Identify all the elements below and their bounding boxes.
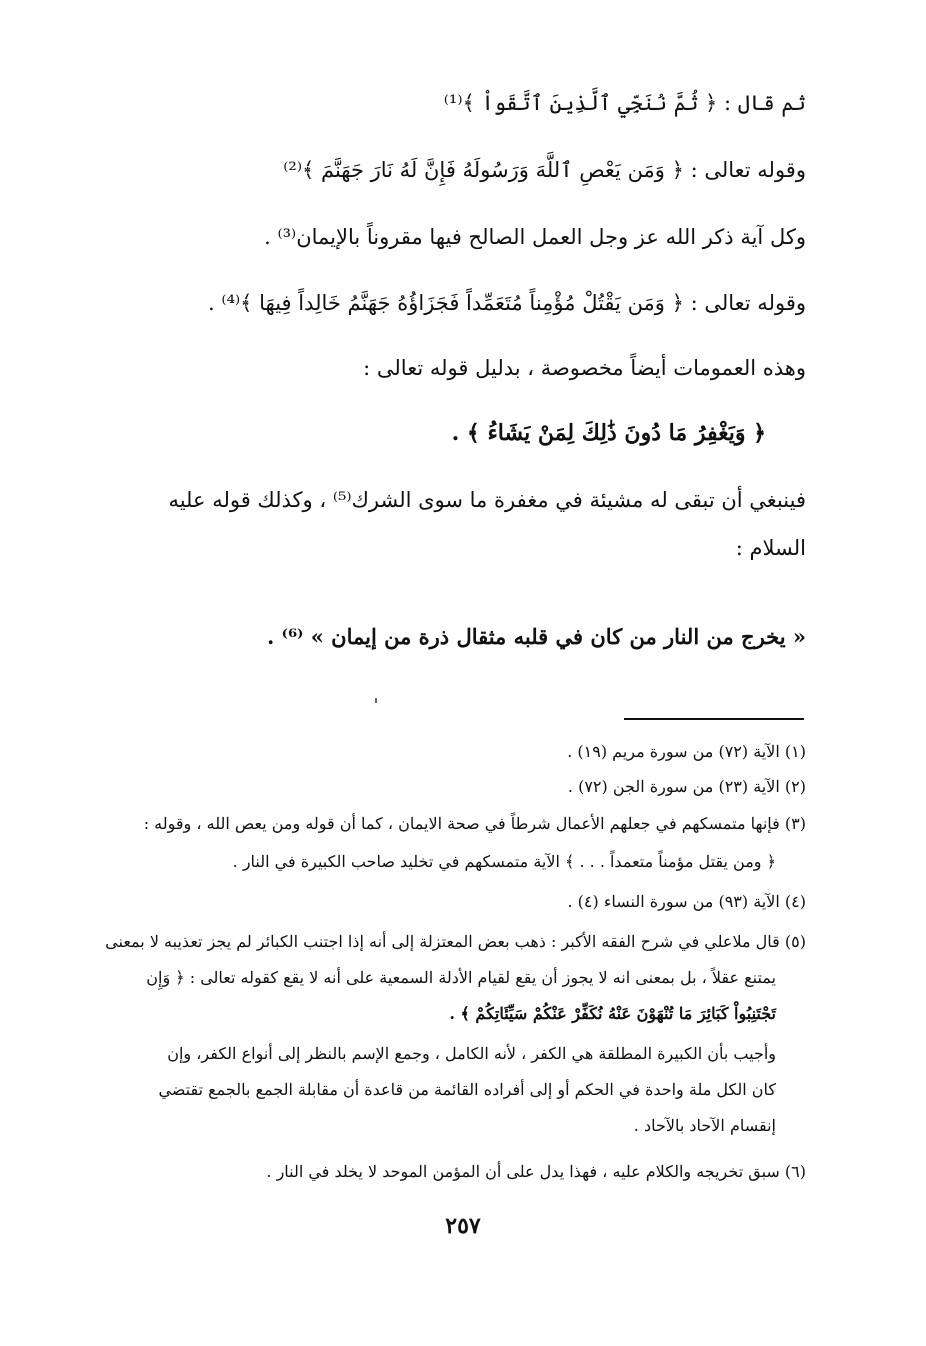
scan-speck: [375, 698, 377, 703]
footnote-5-verse: تَجْتَنِبُواْ كَبَائِرَ مَا تُنْهَوْنَ عَنْهُ نُكَفِّرْ عَنْكُمْ سَيِّئَاتِكُمْ ﴾ .: [449, 1004, 776, 1023]
body-line-2: وقوله تعالى : ﴿ وَمَن يَعْصِ ٱللَّهَ وَرَسُولَهُ فَإِنَّ لَهُ نَارَ جَهَنَّمَ ﴾⁽²⁾: [283, 158, 806, 182]
footnote-3-continued: ﴿ ومن يقتل مؤمناً متعمداً . . . ﴾ الآية متمسكهم في تخليد صاحب الكبيرة في النار .: [232, 852, 776, 871]
body-line-7: فينبغي أن تبقى له مشيئة في مغفرة ما سوى الشرك⁽⁵⁾ ، وكذلك قوله عليه: [168, 488, 806, 512]
footnote-3: (٣) فإنها متمسكهم في جعلهم الأعمال شرطاً في صحة الايمان ، كما أن قوله ومن يعص الله ، وقوله :: [143, 814, 806, 833]
footnote-5-line-5: كان الكل ملة واحدة في الحكم أو إلى أفراده القائمة من قاعدة أن مقابلة الجمع بالجمع تقتضي: [158, 1080, 776, 1099]
footnote-4: (٤) الآية (٩٣) من سورة النساء (٤) .: [567, 892, 806, 911]
footnote-separator: [624, 718, 804, 720]
footnote-5-line-2: يمتنع عقلاً ، بل بمعنى انه لا يجوز أن يقع لقيام الأدلة السمعية على أنه لا يقع كقوله تعالى : ﴿ وَإِن: [146, 968, 776, 987]
footnote-5-line-6: إنقسام الآحاد بالآحاد .: [633, 1116, 776, 1135]
footnote-1: (١) الآية (٧٢) من سورة مريم (١٩) .: [567, 742, 806, 761]
body-line-1: ثم قال : ﴿ ثُمَّ نُنَجِّي ٱلَّذِينَ ٱتَّقَواْ ﴾⁽¹⁾: [443, 91, 806, 115]
footnote-5-line-4: وأجيب بأن الكبيرة المطلقة هي الكفر ، لأنه الكامل ، وجمع الإسم بالنظر إلى أنواع الكفر، وإن: [167, 1044, 776, 1063]
quran-verse-line: ﴿ وَيَغْفِرُ مَا دُونَ ذَٰلِكَ لِمَنْ يَشَاءُ ﴾ .: [451, 420, 766, 446]
footnote-6: (٦) سبق تخريجه والكلام عليه ، فهذا يدل على أن المؤمن الموحد لا يخلد في النار .: [266, 1162, 806, 1181]
body-line-3: وكل آية ذكر الله عز وجل العمل الصالح فيها مقروناً بالإيمان⁽³⁾ .: [264, 225, 806, 249]
body-line-5: وهذه العمومات أيضاً مخصوصة ، بدليل قوله تعالى :: [363, 356, 806, 380]
body-line-8: السلام :: [735, 536, 806, 560]
footnote-2: (٢) الآية (٢٣) من سورة الجن (٧٢) .: [567, 777, 806, 796]
body-line-4: وقوله تعالى : ﴿ وَمَن يَقْتُلْ مُؤْمِناً مُتَعَمِّداً فَجَزَاؤُهُ جَهَنَّمُ خَالِداً فِيهَا ﴾⁽⁴⁾ .: [208, 291, 806, 315]
footnote-5: (٥) قال ملاعلي في شرح الفقه الأكبر : ذهب بعض المعتزلة إلى أنه إذا اجتنب الكبائر لم يجز تعذيبه لا بمعنى: [105, 932, 806, 951]
hadith-line: « يخرج من النار من كان في قلبه مثقال ذرة من إيمان » ⁽⁶⁾ .: [267, 624, 806, 649]
page-number: ٢٥٧: [445, 1213, 481, 1239]
